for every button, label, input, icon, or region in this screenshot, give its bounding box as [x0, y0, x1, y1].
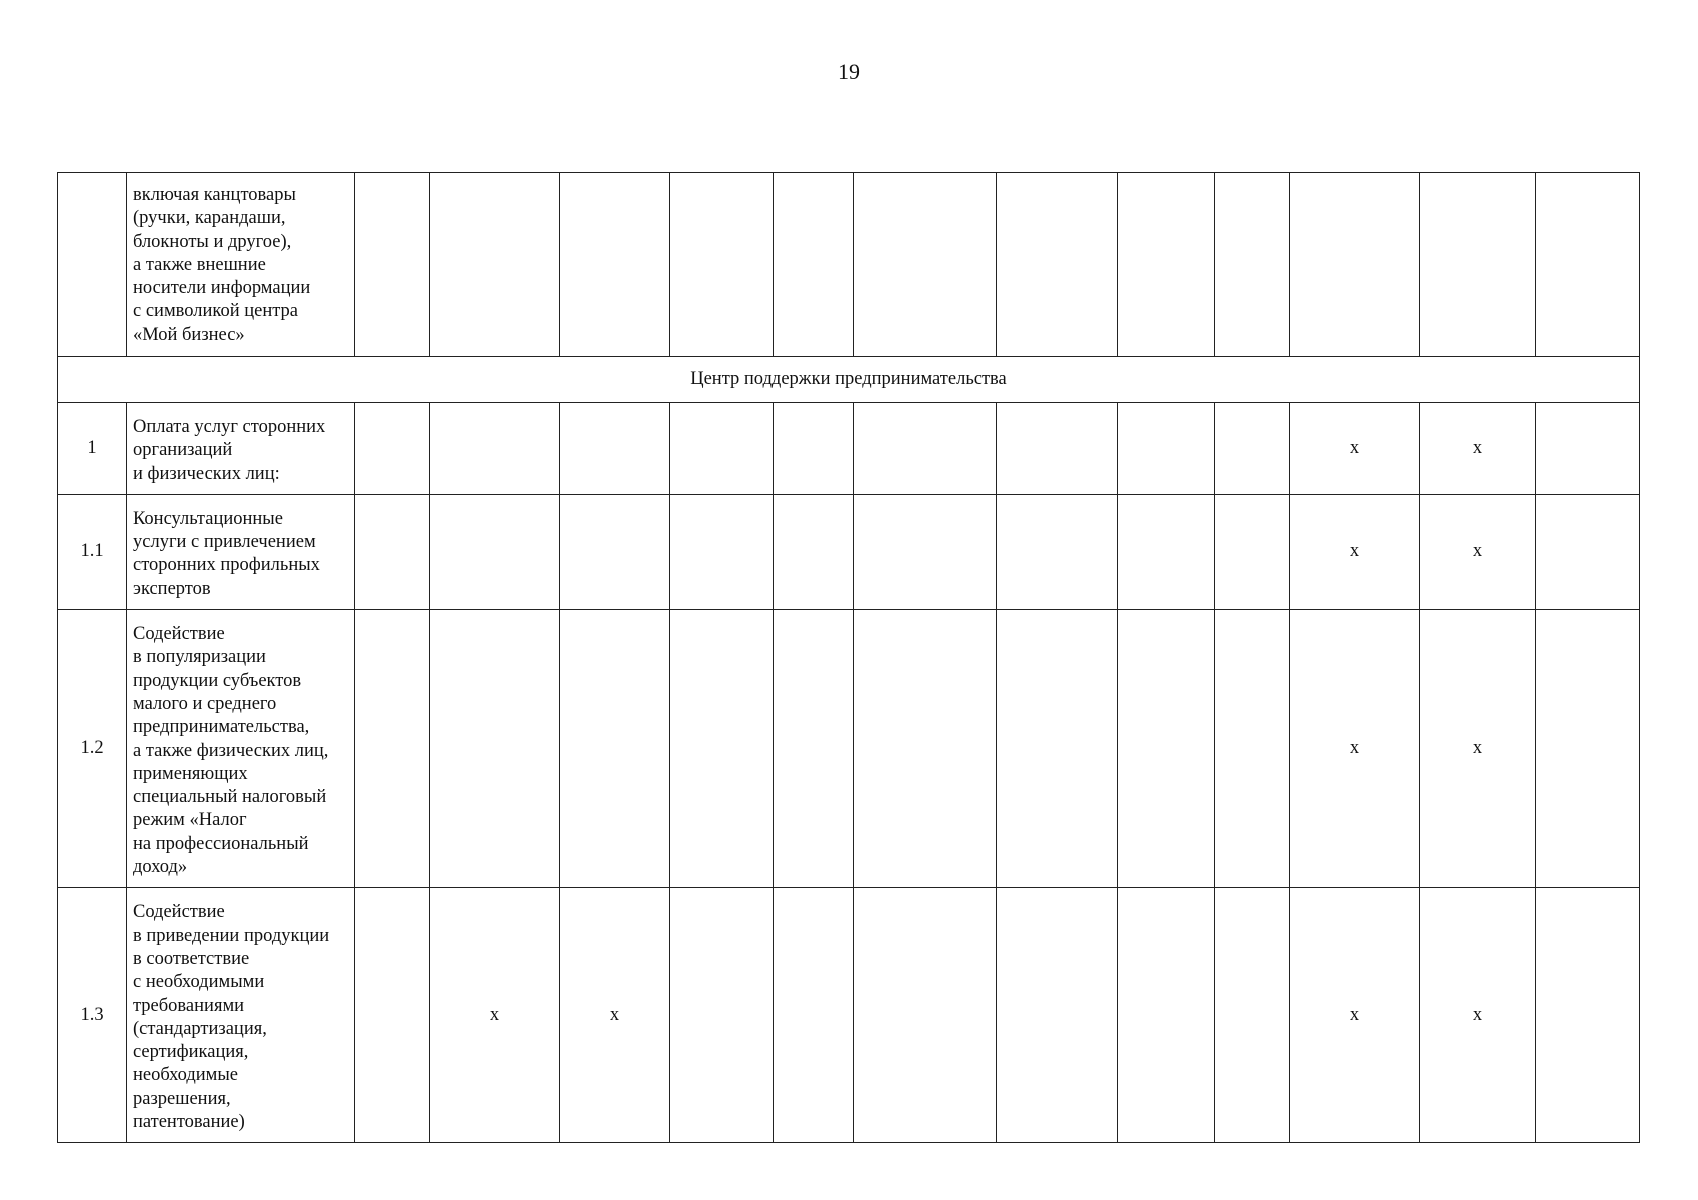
table-cell: x [1290, 888, 1420, 1143]
table-cell: x [1420, 888, 1536, 1143]
table-cell [774, 610, 854, 888]
table-cell [1118, 494, 1215, 609]
row-description-cell [127, 173, 355, 357]
table-cell [430, 494, 560, 609]
table-cell [854, 888, 997, 1143]
table-cell [1118, 610, 1215, 888]
table-cell: x [1420, 610, 1536, 888]
table-cell [774, 888, 854, 1143]
row-description-cell [127, 888, 355, 1143]
table-row [58, 494, 1640, 609]
table-cell [774, 494, 854, 609]
row-description: включая канцтовары (ручки, карандаши, блокноты и другое), а также внешние носители информации с символикой центра «Мой бизнес» [133, 184, 311, 345]
table-cell: x [1420, 403, 1536, 495]
row-description-cell [127, 610, 355, 888]
table-cell: x [1420, 494, 1536, 609]
table-cell [1215, 173, 1290, 357]
table-cell [430, 403, 560, 495]
table-cell [1215, 403, 1290, 495]
table-cell: x [1290, 403, 1420, 495]
table-cell [670, 173, 774, 357]
row-description: Содействие в приведении продукции в соответствие с необходимыми требованиями (стандартизация, сертификация, необходимые разрешения, патентование) [133, 902, 330, 1133]
table-cell [997, 494, 1118, 609]
table-cell [1118, 403, 1215, 495]
section-title: Центр поддержки предпринимательства [58, 357, 1640, 403]
table-cell [355, 173, 430, 357]
table-cell [997, 610, 1118, 888]
table-cell: x [560, 888, 670, 1143]
row-description: Консультационные услуги с привлечением сторонних профильных экспертов [133, 508, 320, 599]
row-number: 1.2 [58, 610, 127, 888]
table-row [58, 610, 1640, 888]
table-cell [1420, 173, 1536, 357]
table-row [58, 173, 1640, 357]
table-cell [430, 173, 560, 357]
table-cell [854, 610, 997, 888]
table-cell [774, 403, 854, 495]
table-cell [560, 173, 670, 357]
table-cell [670, 888, 774, 1143]
table-cell: x [1290, 610, 1420, 888]
table-cell [1290, 173, 1420, 357]
row-description-cell [127, 403, 355, 495]
row-number: 1.3 [58, 888, 127, 1143]
table-cell [1536, 403, 1640, 495]
row-number [58, 173, 127, 357]
row-description: Оплата услуг сторонних организаций и физических лиц: [133, 417, 326, 484]
table-cell [1536, 173, 1640, 357]
table-cell [854, 403, 997, 495]
table-cell [560, 610, 670, 888]
table-cell: x [430, 888, 560, 1143]
table-cell [670, 610, 774, 888]
row-description: Содействие в популяризации продукции субъектов малого и среднего предпринимательства, а также физических лиц, применяющих специальный налоговый режим «Налог на профессиональный доход» [133, 624, 329, 878]
page-number: 19 [838, 59, 860, 84]
table-cell [1118, 888, 1215, 1143]
table-cell [854, 494, 997, 609]
table-cell [774, 173, 854, 357]
table-cell [355, 610, 430, 888]
table-cell [997, 888, 1118, 1143]
table-cell [430, 610, 560, 888]
table-cell [1536, 888, 1640, 1143]
table-cell [1118, 173, 1215, 357]
data-table [57, 172, 1640, 1143]
table-body [58, 173, 1640, 1143]
section-row [58, 357, 1640, 403]
row-description-cell [127, 494, 355, 609]
table-cell [1536, 610, 1640, 888]
table-cell [355, 403, 430, 495]
table-cell [670, 494, 774, 609]
table-cell [997, 403, 1118, 495]
table-row [58, 403, 1640, 495]
table-cell [670, 403, 774, 495]
table-row [58, 888, 1640, 1143]
table-cell [355, 888, 430, 1143]
table-cell: x [1290, 494, 1420, 609]
table-cell [854, 173, 997, 357]
table-cell [1215, 888, 1290, 1143]
table-cell [1215, 610, 1290, 888]
table-cell [1536, 494, 1640, 609]
table-cell [1215, 494, 1290, 609]
table-cell [560, 494, 670, 609]
table-cell [560, 403, 670, 495]
table-cell [997, 173, 1118, 357]
row-number: 1.1 [58, 494, 127, 609]
row-number: 1 [58, 403, 127, 495]
table-cell [355, 494, 430, 609]
